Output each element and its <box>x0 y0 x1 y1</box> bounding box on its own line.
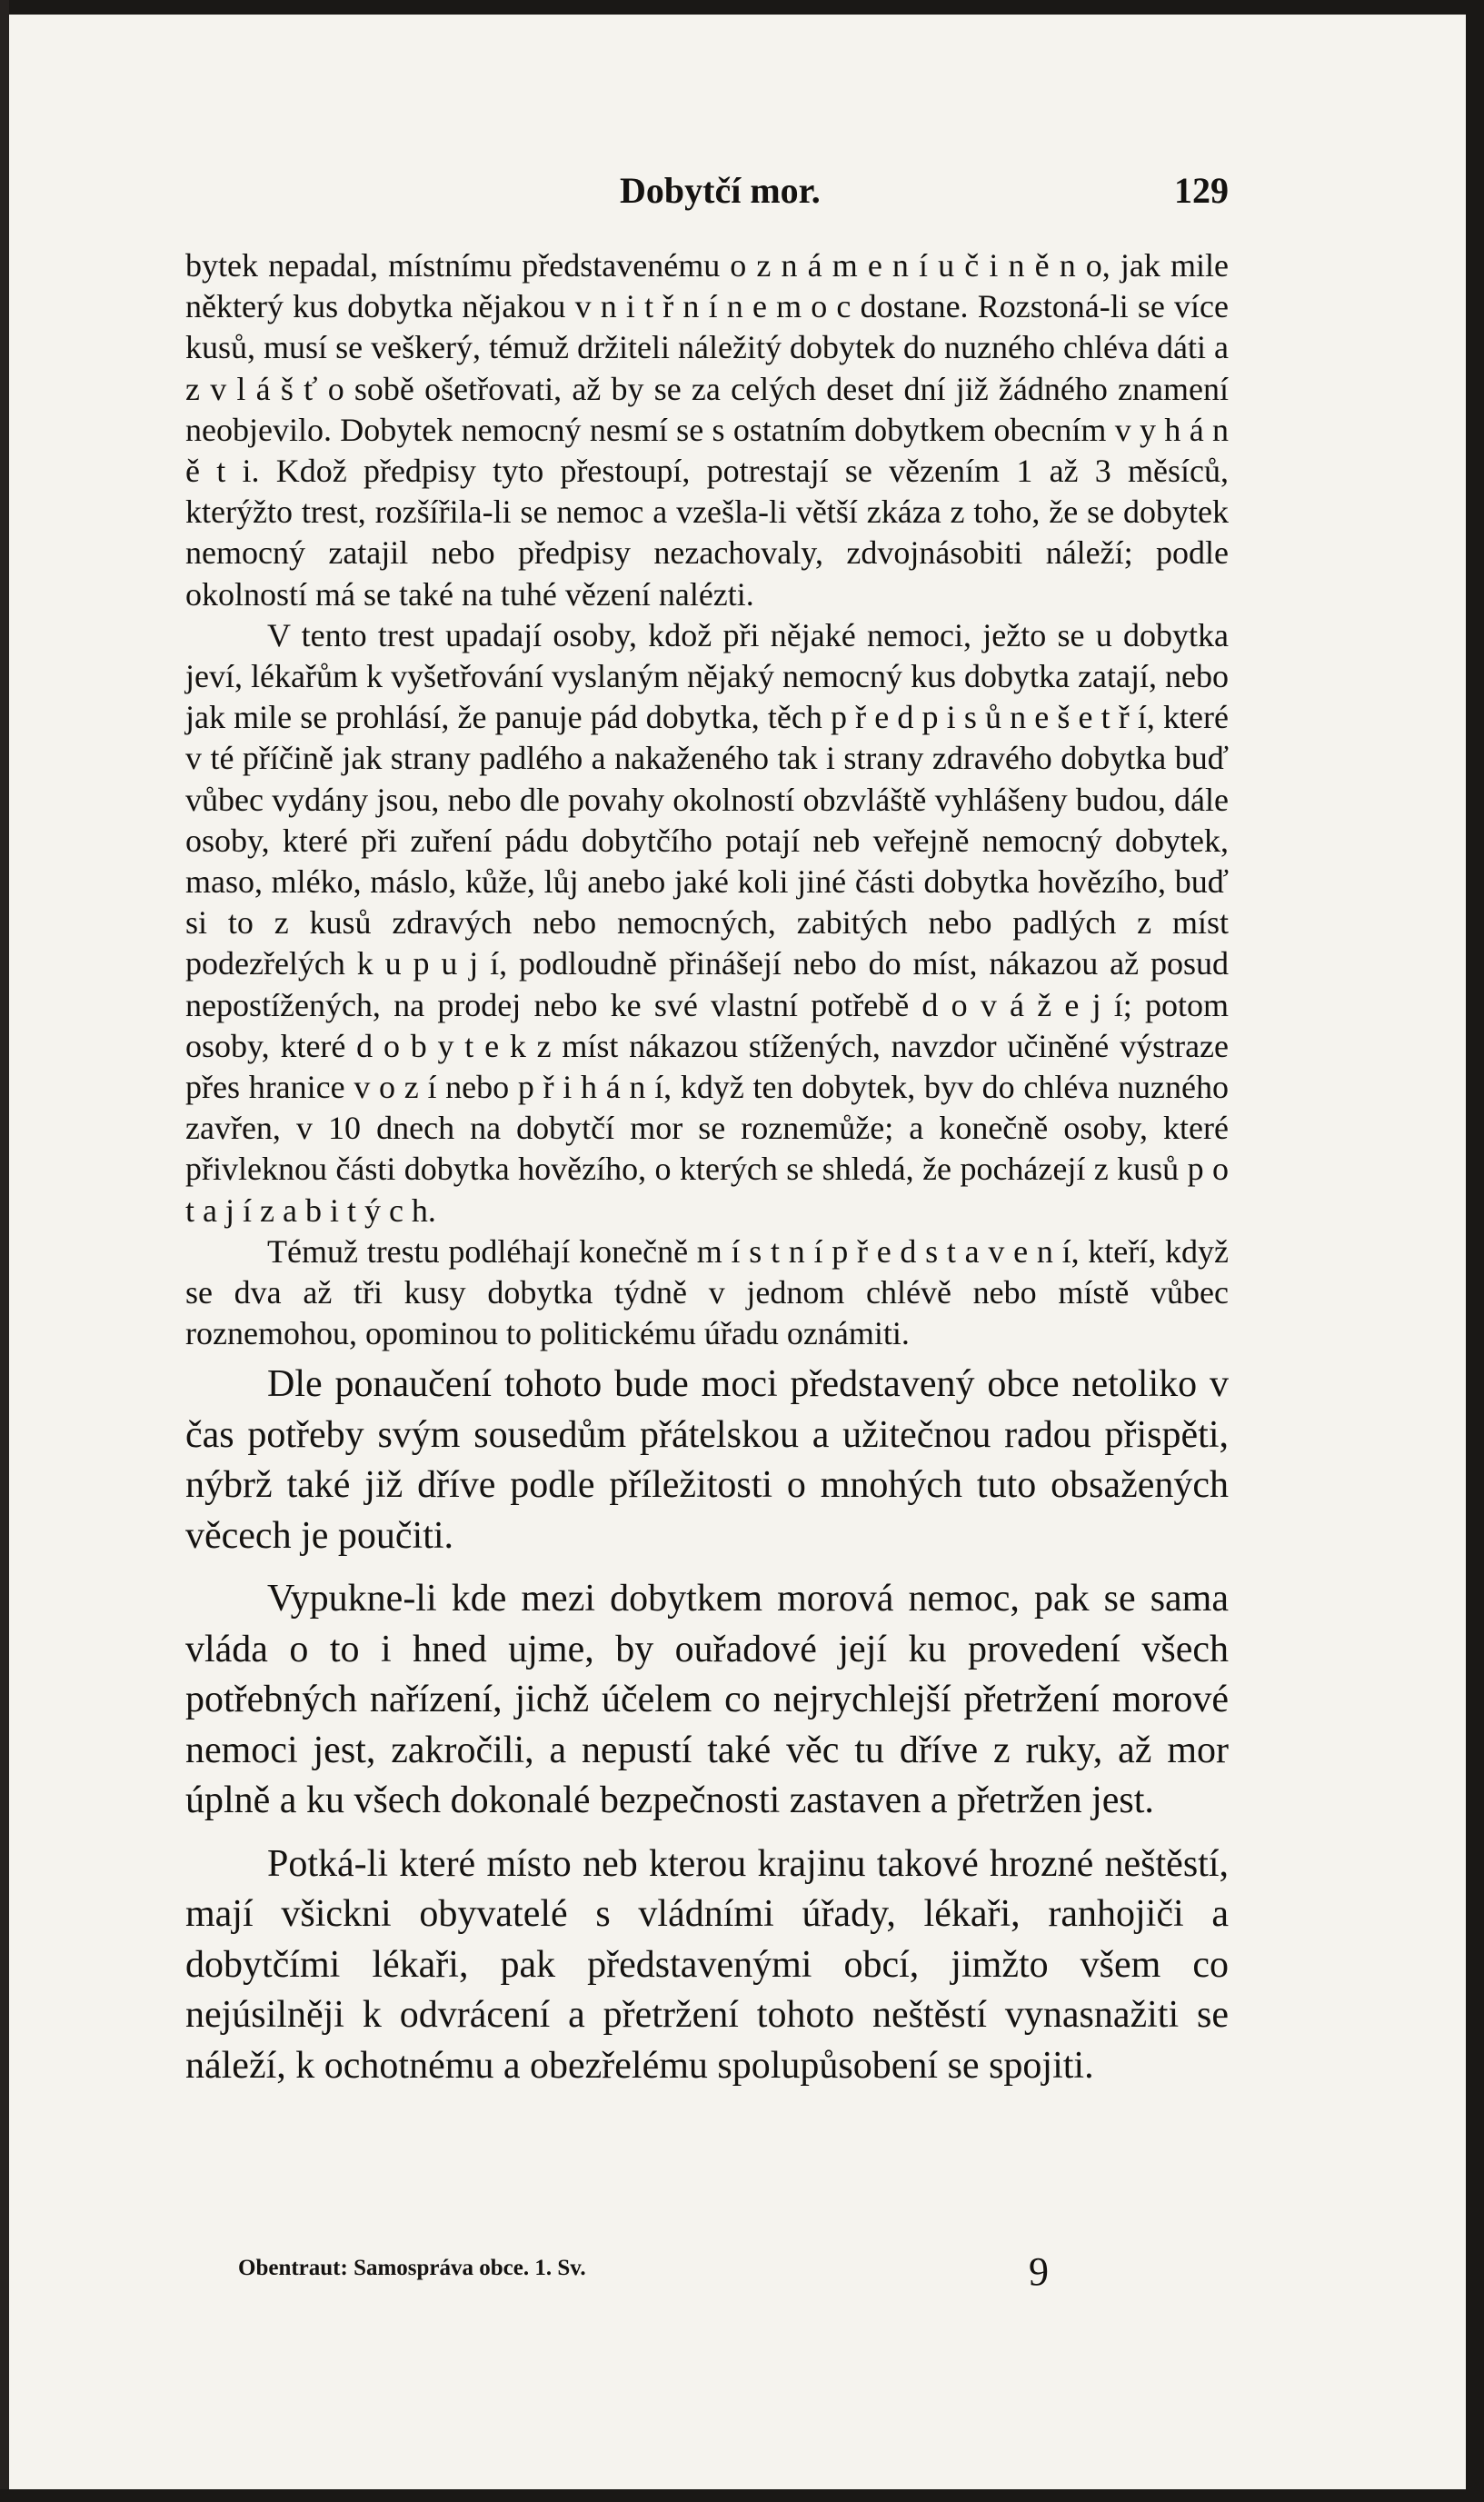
scan-border-top <box>0 0 1484 15</box>
body-text <box>185 245 1229 2104</box>
large-print-section <box>185 1360 1229 2091</box>
page-footer <box>238 2248 1147 2294</box>
paragraph: Vypukne-li kde mezi dobytkem morová nemoc, pak se sama vláda o to i hned ujme, by ouřadové její ku provedení všech potřebných nařízení, jichž účelem co nejrychlejší přetržení morové nemoci jest, zakročili, a nepustí také věc tu dříve z ruky, až mor úplně a ku všech dokonalé bezpečnosti zastaven a přetržen jest. <box>185 1578 1229 1822</box>
scan-border-left <box>0 0 9 2502</box>
running-title: Dobytčí mor. <box>620 170 821 211</box>
page-number: 129 <box>1174 170 1229 211</box>
sheet-mark: 9 <box>1029 2249 1049 2294</box>
paragraph: Témuž trestu podléhají konečně m í s t n í p ř e d s t a v e n í, kteří, když se dva až tři kusy dobytka týdně v jednom chlévě nebo místě vůbec roznemohou, opominou to politickému úřadu oznámiti. <box>185 1232 1229 1352</box>
paragraph: bytek nepadal, místnímu představenému o z n á m e n í u č i n ě n o, jak mile některý kus dobytka nějakou v n i t ř n í n e m o c dostane. Rozstoná-li se více kusů, musí se veškerý, témuž držiteli náležitý dobytek do nuzného chléva dáti a z v l á š ť o sobě ošetřovati, až by se za celých deset dní již žádného znamení neobjevilo. Dobytek nemocný nesmí se s ostatním dobytkem obecním v y h á n ě t i. Kdož předpisy tyto přestoupí, potrestají se vězením 1 až 3 měsíců, kterýžto trest, rozšířila-li se nemoc a vzešla-li větší zkáza z toho, že se dobytek nemocný zatajil nebo předpisy nezachovaly, zdvojnásobiti náleží; podle okolností má se také na tuhé vězení nalézti. <box>185 247 1229 613</box>
printer-signature: Obentraut: Samospráva obce. 1. Sv. <box>238 2256 586 2280</box>
scan-border-bottom <box>0 2489 1484 2502</box>
paragraph: V tento trest upadají osoby, kdož při nějaké nemoci, ježto se u dobytka jeví, lékařům k vyšetřování vyslaným nějaký nemocný kus dobytka zatají, nebo jak mile se prohlásí, že panuje pád dobytka, těch p ř e d p i s ů n e š e t ř í, které v té příčině jak strany padlého a nakaženého tak i strany zdravého dobytka buď vůbec vydány jsou, nebo dle povahy okolností obzvláště vyhlášeny budou, dále osoby, které při zuření pádu dobytčího potají neb veřejně nemocný dobytek, maso, mléko, máslo, kůže, lůj anebo jaké koli jiné části dobytka hovězího, buď si to z kusů zdravých nebo nemocných, zabitých nebo padlých z míst podezřelých k u p u j í, podloudně přinášejí nebo do míst, nákazou až posud nepostížených, na prodej nebo ke své vlastní potřebě d o v á ž e j í; potom osoby, které d o b y t e k z míst nákazou stížených, navzdor učiněné výstraze přes hranice v o z í nebo p ř i h á n í, když ten dobytek, byv do chléva nuzného zavřen, v 10 dnech na dobytčí mor se roznemůže; a konečně osoby, které přivleknou části dobytka hovězího, o kterých se shledá, že pocházejí z kusů p o t a j í z a b i t ý c h. <box>185 616 1229 1229</box>
page-header <box>185 169 1229 214</box>
small-print-section <box>185 245 1229 1354</box>
scan-border-right <box>1466 0 1484 2502</box>
paragraph: Dle ponaučení tohoto bude moci představený obce netoliko v čas potřeby svým sousedům přátelskou a užitečnou radou přispěti, nýbrž také již dříve podle příležitosti o mnohých tuto obsažených věcech je poučiti. <box>185 1363 1229 1557</box>
paragraph: Potká-li které místo neb kterou krajinu takové hrozné neštěstí, mají všickni obyvatelé s vládními úřady, lékaři, ranhojiči a dobytčími lékaři, pak představenými obcí, jimžto všem co nejúsilněji k odvrácení a přetržení tohoto neštěstí vynasnažiti se náleží, k ochotnému a obezřelému spolupůsobení se spojiti. <box>185 1842 1229 2087</box>
